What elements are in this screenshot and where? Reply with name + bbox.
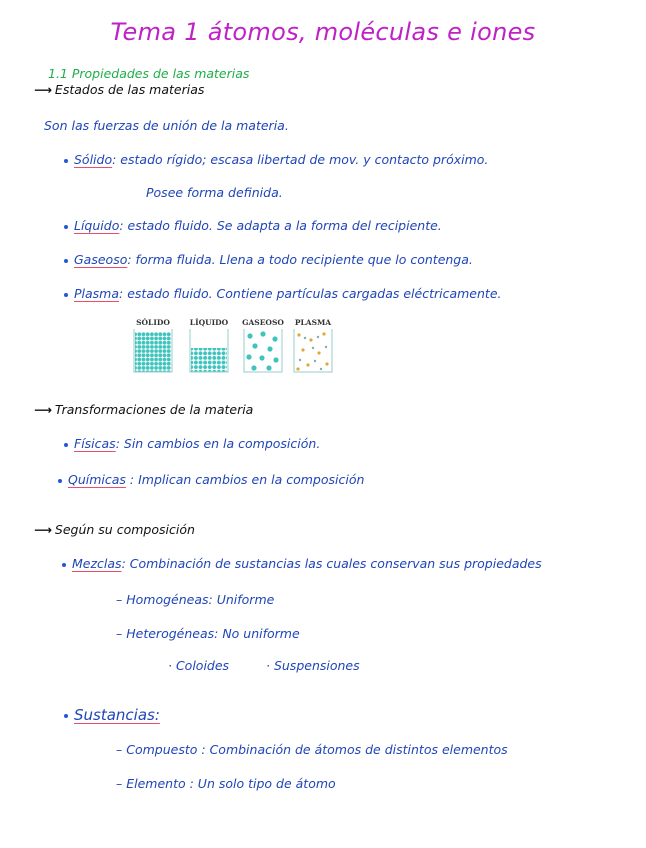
term-sustancias: Sustancias: <box>74 706 160 724</box>
state-item-solido <box>64 152 488 167</box>
bullet-icon <box>64 259 68 263</box>
figure-label-liquido: LÍQUIDO <box>189 318 229 327</box>
solid-state-beaker-icon <box>133 328 173 374</box>
term-quimicas: Químicas <box>68 472 126 487</box>
homogeneas-text: Homogéneas: Uniforme <box>126 592 275 607</box>
states-heading <box>34 82 204 97</box>
figure-label-solido: SÓLIDO <box>136 318 170 327</box>
bullet-icon <box>64 159 68 163</box>
elemento-text: Elemento : Un solo tipo de átomo <box>126 776 336 791</box>
desc-solido: : estado rígido; escasa libertad de mov. y contacto próximo. <box>112 152 489 167</box>
compuesto-item: – Compuesto : Combinación de átomos de distintos elementos <box>116 742 508 757</box>
liquid-state-beaker-icon <box>189 328 229 374</box>
transform-heading <box>34 402 253 417</box>
states-intro: Son las fuerzas de unión de la materia. <box>44 118 289 133</box>
desc-gaseoso: : forma fluida. Llena a todo recipiente que lo contenga. <box>127 252 473 267</box>
suspensiones-item: · Suspensiones <box>266 658 360 673</box>
transform-heading-text: Transformaciones de la materia <box>54 402 254 417</box>
elemento-item: – Elemento : Un solo tipo de átomo <box>116 776 336 791</box>
term-plasma: Plasma <box>74 286 120 301</box>
desc-mezclas: : Combinación de sustancias las cuales conservan sus propiedades <box>121 556 542 571</box>
arrow-right-icon: ⟶ <box>34 82 52 97</box>
arrow-right-icon: ⟶ <box>34 522 52 537</box>
sustancias-item <box>64 706 160 724</box>
transform-item-fisicas <box>64 436 320 451</box>
mezclas-item <box>62 556 542 571</box>
term-solido: Sólido <box>74 152 113 167</box>
section-subtitle: 1.1 Propiedades de las materias <box>48 66 250 81</box>
gas-state-beaker-icon <box>243 328 283 374</box>
composition-heading-text: Según su composición <box>54 522 195 537</box>
bullet-icon <box>58 479 62 483</box>
state-item-plasma <box>64 286 501 301</box>
solido-extra: Posee forma definida. <box>146 185 283 200</box>
figure-label-plasma: PLASMA <box>294 318 332 327</box>
term-gaseoso: Gaseoso <box>74 252 128 267</box>
term-liquido: Líquido <box>74 218 120 233</box>
page-title: Tema 1 átomos, moléculas e iones <box>110 18 536 46</box>
composition-heading <box>34 522 195 537</box>
plasma-state-beaker-icon <box>293 328 333 374</box>
bullet-icon <box>64 714 68 718</box>
coloides-item: · Coloides <box>168 658 230 673</box>
bullet-icon <box>64 225 68 229</box>
desc-plasma: : estado fluido. Contiene partículas cargadas eléctricamente. <box>119 286 502 301</box>
figure-label-gaseoso: GASEOSO <box>242 318 284 327</box>
state-item-liquido <box>64 218 442 233</box>
term-mezclas: Mezclas <box>72 556 122 571</box>
homogeneas-item: – Homogéneas: Uniforme <box>116 592 275 607</box>
heterogeneas-text: Heterogéneas: No uniforme <box>126 626 300 641</box>
bullet-icon <box>62 563 66 567</box>
bullet-icon <box>64 443 68 447</box>
bullet-icon <box>64 293 68 297</box>
term-fisicas: Físicas <box>74 436 116 451</box>
transform-item-quimicas <box>58 472 364 487</box>
desc-fisicas: : Sin cambios en la composición. <box>115 436 321 451</box>
desc-liquido: : estado fluido. Se adapta a la forma del recipiente. <box>119 218 442 233</box>
arrow-right-icon: ⟶ <box>34 402 52 417</box>
desc-quimicas: : Implican cambios en la composición <box>125 472 365 487</box>
state-item-gaseoso <box>64 252 473 267</box>
compuesto-text: Compuesto : Combinación de átomos de distintos elementos <box>126 742 508 757</box>
heterogeneas-item: – Heterogéneas: No uniforme <box>116 626 300 641</box>
states-heading-text: Estados de las materias <box>54 82 205 97</box>
